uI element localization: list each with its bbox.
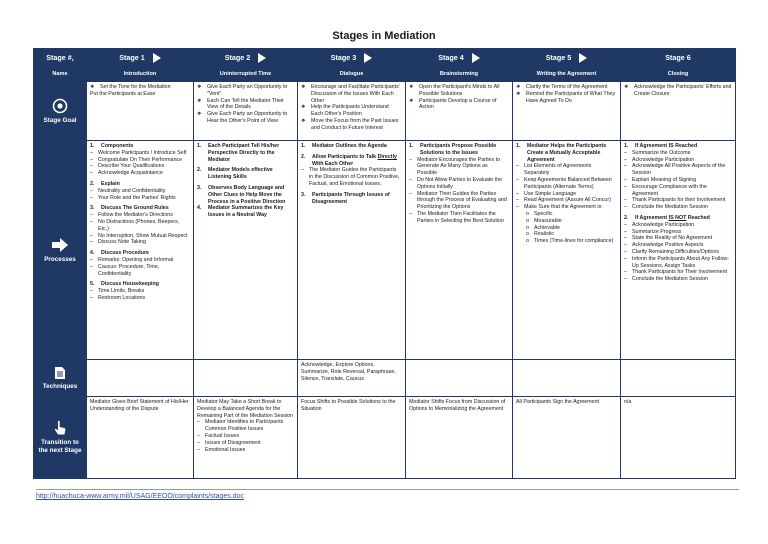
- goal-row-label: [34, 82, 87, 141]
- list-item: – Conclude the Mediation Session: [624, 276, 732, 283]
- processes-stage-5: [513, 141, 621, 360]
- list-item: – Mediator Identifies to Participants Common Positive Issues: [197, 419, 294, 433]
- list-item: – Thank Participants for their Involvement: [624, 197, 732, 204]
- stage-4-label: Stage 4: [438, 52, 464, 62]
- list-item: ❖ Open the Participant's Minds to All Possible Solutions: [409, 84, 509, 98]
- transition-stage-2: [194, 397, 298, 479]
- list-item: 5. Discuss Housekeeping: [90, 281, 159, 288]
- list-item: – Remarks: Opening and Informal: [90, 257, 190, 264]
- transition-stage-4: Mediator Shifts Focus from Discussion of Options to Memorializing the Agreement: [406, 397, 513, 479]
- processes-row-label: [34, 141, 87, 360]
- techniques-stage-3: Acknowledge, Explore Options, Summarize, Role Reversal, Paraphrase, Silence, Translate, Caucus: [298, 360, 406, 397]
- list-item: ❖ Help the Participants Understand Each Other's Position: [301, 104, 402, 118]
- list-item: ❖ Clarify the Terms of the Agreement: [516, 84, 617, 91]
- list-item: – Time Limits, Breaks: [90, 288, 190, 295]
- list-item: 4. Discuss Procedure: [90, 250, 149, 257]
- list-item: Mediator May Take a Short Break to Develop a Balanced Agenda for the Remaining Part of the Mediation Session: [197, 399, 293, 419]
- goal-stage-6: [621, 82, 736, 141]
- stage-3-header: [298, 49, 406, 68]
- list-item: o Realistic: [516, 231, 617, 238]
- list-item: 4. Mediator Summarizes the Key Issues in a Neutral Way: [197, 205, 284, 219]
- techniques-label: Techniques: [42, 382, 78, 390]
- stage-name-row: [34, 68, 736, 82]
- list-item: – Do Not Allow Parties to Evaluate the Options Initially: [409, 177, 509, 191]
- list-item: – The Mediator Guides the Participants in the Discussion of Common Positive, Factual, and Emotional Issues.: [301, 167, 402, 187]
- list-item: – Describe Your Qualifications: [90, 163, 190, 170]
- transition-stage-1: Mediator Gives Brief Statement of His/Her Understanding of the Dispute: [87, 397, 194, 479]
- goal-stage-5: [513, 82, 621, 141]
- stage-6-label: Stage 6: [665, 52, 691, 62]
- list-item: – Neutrality and Confidentiality: [90, 188, 190, 195]
- processes-label: Processes: [44, 255, 76, 263]
- list-item: 1. Participants Propose Possible Solutions to the Issues: [409, 143, 497, 156]
- transition-row: [34, 397, 736, 479]
- arrow-right-icon: [472, 53, 480, 63]
- arrow-right-icon: [258, 53, 266, 63]
- list-item: – Mediator Encourages the Parties to Generate As Many Options as Possible: [409, 157, 509, 177]
- goal-stage-4: [406, 82, 513, 141]
- list-item: ❖ Encourage and Facilitate Participants' Discussion of the Issues With Each Other: [301, 84, 402, 104]
- corner-name-header: Name: [34, 68, 87, 82]
- stage-2-name: Uninterrupted Time: [194, 68, 298, 82]
- list-item: – Mediator Then Guides the Parties through the Process of Evaluating and Prioritizing the Options: [409, 191, 509, 211]
- list-item: – Acknowledge Positive Aspects: [624, 242, 732, 249]
- arrow-right-icon: [364, 53, 372, 63]
- stage-4-name: Brainstorming: [406, 68, 513, 82]
- list-item: – Acknowledge Acquaintance: [90, 170, 190, 177]
- list-item: ❖ Remind the Participants of What They Have Agreed To Do: [516, 91, 617, 105]
- goal-label: Stage Goal: [43, 116, 77, 124]
- source-link[interactable]: http://huachuca-www.army.mil/USAG/EEOO/complaints/stages.doc: [36, 493, 245, 500]
- list-item: o Achievable: [516, 225, 617, 232]
- list-item: 1. Mediator Helps the Participants Create a Mutually Acceptable Agreement: [516, 143, 607, 163]
- stage-6-name: Closing: [621, 68, 736, 82]
- hand-pointer-icon: [53, 420, 67, 436]
- processes-row: [34, 141, 736, 360]
- stage-1-label: Stage 1: [119, 52, 145, 62]
- goal-row: [34, 82, 736, 141]
- stage-5-name: Writing the Agreement: [513, 68, 621, 82]
- list-item: o Measurable: [516, 218, 617, 225]
- list-item: o Times (Time-lines for compliance): [516, 238, 617, 245]
- mediation-stages-table: [33, 48, 736, 479]
- list-item: – Emotional Issues: [197, 447, 294, 454]
- goal-stage-3: [298, 82, 406, 141]
- list-item: – Restroom Locations: [90, 295, 190, 302]
- list-item: – Factual Issues: [197, 433, 294, 440]
- list-item: 1. If Agreement IS Reached: [624, 143, 698, 149]
- list-item: – No Interruption, Show Mutual Respect: [90, 233, 190, 240]
- list-item: – Follow the Mediator's Directions: [90, 212, 190, 219]
- stage-1-header: [87, 49, 194, 68]
- list-item: – Use Simple Language: [516, 191, 617, 198]
- corner-stage-header: Stage #,: [34, 49, 87, 68]
- stage-5-header: [513, 49, 621, 68]
- processes-stage-4: [406, 141, 513, 360]
- list-item: – Issues of Disagreement: [197, 440, 294, 447]
- list-item: – Inform the Participants About Any Follow-Up Sessions, Assign Tasks: [624, 256, 732, 270]
- techniques-stage-4: [406, 360, 513, 397]
- stage-3-name: Dialogue: [298, 68, 406, 82]
- list-item: – Explain Meaning of Signing: [624, 177, 732, 184]
- target-icon: [52, 98, 68, 114]
- list-item: – Clarify Remaining Difficulties/Options: [624, 249, 732, 256]
- footer-divider: [36, 489, 739, 490]
- transition-stage-5: All Participants Sign the Agreement: [513, 397, 621, 479]
- arrow-right-icon: [51, 237, 69, 253]
- list-item: – Summarize Progress: [624, 229, 732, 236]
- list-item: – Your Role and the Parties' Rights: [90, 195, 190, 202]
- techniques-row-label: [34, 360, 87, 397]
- list-item: 2. Explain: [90, 180, 120, 187]
- processes-stage-6: [621, 141, 736, 360]
- stage-2-header: [194, 49, 298, 68]
- list-item: – Conclude the Mediation Session: [624, 204, 732, 211]
- processes-stage-2: [194, 141, 298, 360]
- page-title: Stages in Mediation: [332, 30, 436, 42]
- list-item: – State the Reality of No Agreement: [624, 235, 732, 242]
- list-item: – Thank Participants for Their Involvement: [624, 269, 732, 276]
- list-item: – Discuss Note Taking: [90, 239, 190, 246]
- stage-number-row: [34, 49, 736, 68]
- techniques-row: [34, 360, 736, 397]
- list-item: – Caucus: Procedure, Time, Confidentiality: [90, 264, 190, 278]
- stage-6-header: [621, 49, 736, 68]
- stage-5-label: Stage 5: [545, 52, 572, 62]
- goal-stage-2: [194, 82, 298, 141]
- list-item: o Specific: [516, 211, 617, 218]
- processes-stage-3: [298, 141, 406, 360]
- stage-4-header: [406, 49, 513, 68]
- list-item: 2. Allow Participants to Talk Directly With Each Other: [301, 153, 397, 167]
- transition-label: Transition to the next Stage: [38, 439, 82, 454]
- list-item: – No Distractions (Phones, Beepers, Etc.): [90, 219, 190, 233]
- list-item: – Encourage Compliance with the Agreement: [624, 184, 732, 198]
- arrow-right-icon: [153, 53, 161, 63]
- transition-stage-3: Focus Shifts to Possible Solutions to the Situation: [298, 397, 406, 479]
- list-item: 3. Observes Body Language and Other Clues to Help Move the Process in a Positive Direction: [197, 184, 286, 205]
- list-item: ❖ Give Each Party an Opportunity to "Vent": [197, 84, 294, 98]
- list-item: 3. Discuss The Ground Rules: [90, 205, 169, 212]
- list-item: ❖ Set the Tone for the Mediation: [90, 84, 190, 91]
- list-item: 2. Mediator Models effective Listening Skills: [197, 167, 273, 181]
- list-item: – List Elements of Agreements Separately: [516, 163, 617, 177]
- list-item: – Welcome Participants / Introduce Self: [90, 150, 190, 157]
- stage-1-name: Introduction: [87, 68, 194, 82]
- techniques-stage-6: [621, 360, 736, 397]
- list-item: – Make Sure that the Agreement is:: [516, 204, 617, 211]
- list-item: ❖ Each Can Tell the Mediator Their View of the Details: [197, 98, 294, 112]
- list-item: 1. Components: [90, 143, 134, 149]
- processes-stage-1: [87, 141, 194, 360]
- list-item: Put the Participants at Ease: [90, 90, 156, 97]
- arrow-right-icon: [579, 53, 587, 63]
- list-item: 1. Each Participant Tell His/her Perspective Directly to the Mediator: [197, 143, 280, 163]
- list-item: ❖ Move the Focus from the Past Issues and Conduct to Future Interest: [301, 118, 402, 132]
- list-item: ❖ Give Each Party an Opportunity to Hear the Other's Point of View: [197, 111, 294, 125]
- list-item: ❖ Participants Develop a Course of Action: [409, 98, 509, 112]
- list-item: ❖ Acknowledge the Participants' Efforts and Create Closure: [624, 84, 732, 98]
- stage-2-label: Stage 2: [224, 52, 251, 62]
- document-icon: [54, 366, 66, 380]
- techniques-stage-5: [513, 360, 621, 397]
- list-item: – Keep Agreements Balanced Between Participants (Alternate Terms): [516, 177, 617, 191]
- transition-stage-6: n/a: [621, 397, 736, 479]
- list-item: – Congratulate On Their Performance: [90, 157, 190, 164]
- list-item: 1. Mediator Outlines the Agenda: [301, 143, 387, 149]
- techniques-stage-1: [87, 360, 194, 397]
- list-item: 2. If Agreement IS NOT Reached: [624, 214, 710, 221]
- techniques-stage-2: [194, 360, 298, 397]
- goal-stage-1: [87, 82, 194, 141]
- list-item: – The Mediator Then Facilitates the Parties in Selecting the Best Solution: [409, 211, 509, 225]
- transition-row-label: [34, 397, 87, 479]
- list-item: – Acknowledge Participation: [624, 222, 732, 229]
- list-item: – Acknowledge Participation: [624, 157, 732, 164]
- list-item: – Summarize the Outcome: [624, 150, 732, 157]
- list-item: – Acknowledge All Positive Aspects of the Session: [624, 163, 732, 177]
- stage-3-label: Stage 3: [330, 52, 357, 62]
- list-item: 3. Participants Through Issues of Disagreement: [301, 191, 390, 205]
- list-item: – Read Agreement (Assure All Concur): [516, 197, 617, 204]
